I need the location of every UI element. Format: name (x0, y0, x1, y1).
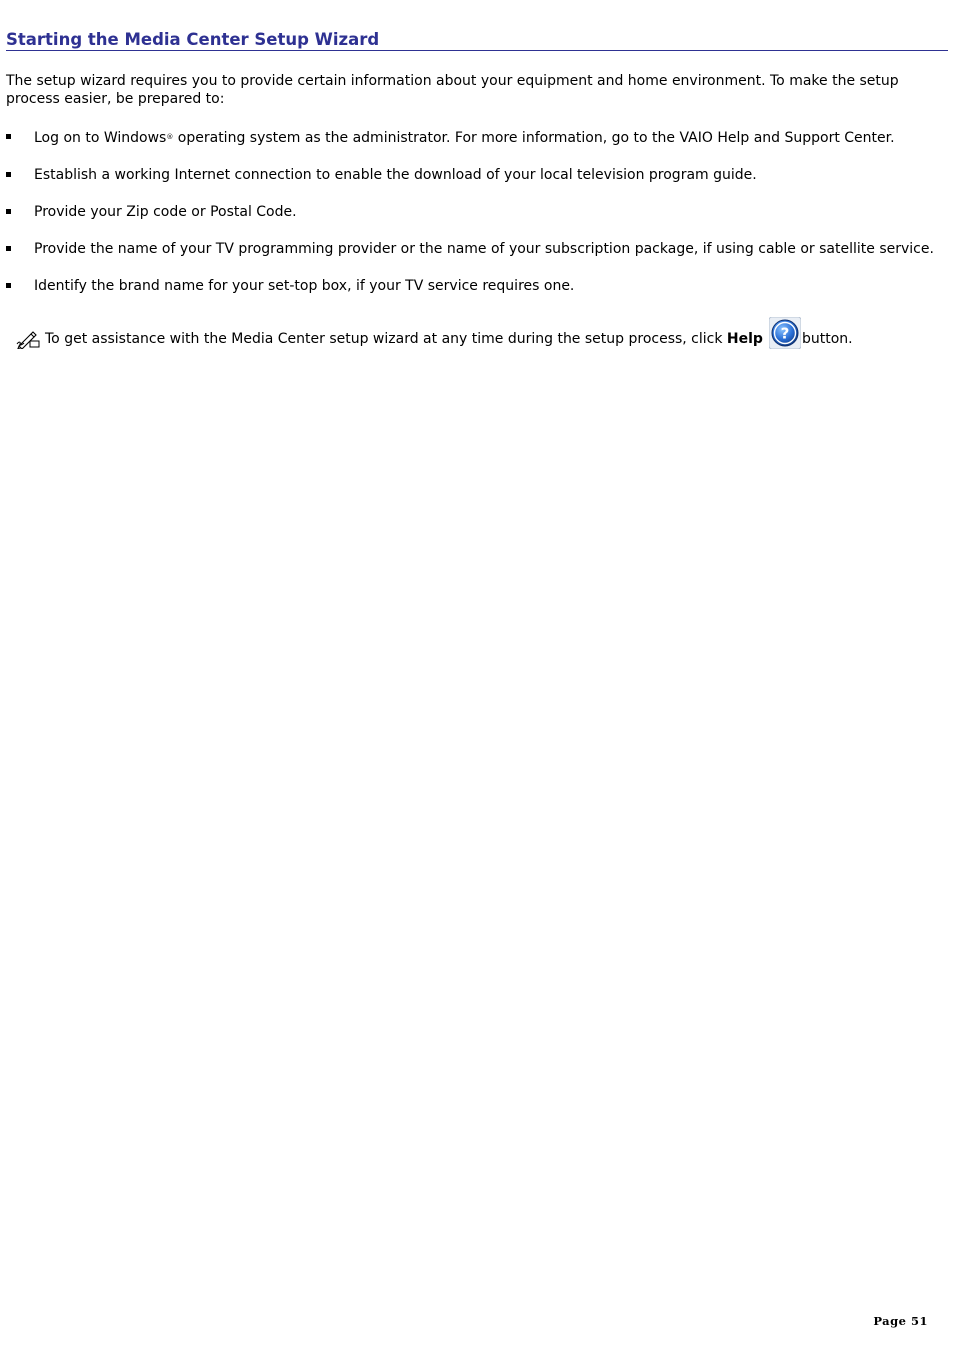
intro-paragraph: The setup wizard requires you to provide certain information about your equipment and home environment. To make the setup process easier, be prepared to: (6, 73, 899, 107)
list-item-text: Identify the brand name for your set-top box, if your TV service requires one. (34, 278, 575, 294)
list-item (6, 277, 948, 295)
square-bullet-icon (6, 246, 11, 251)
note-text-end: button. (801, 331, 853, 347)
list-item (6, 128, 948, 147)
preparation-list (6, 128, 948, 295)
list-item (6, 240, 948, 258)
square-bullet-icon (6, 172, 11, 177)
list-item-text-end: operating system as the administrator. For more information, go to the VAIO Help and Support Center. (173, 130, 895, 146)
list-item (6, 203, 948, 221)
list-item (6, 166, 948, 184)
note-pen-icon (16, 329, 42, 349)
page-number: Page 51 (873, 1314, 928, 1328)
svg-text:?: ? (780, 324, 790, 343)
note-paragraph (6, 317, 948, 349)
list-item-text: Provide your Zip code or Postal Code. (34, 204, 297, 220)
square-bullet-icon (6, 283, 11, 288)
list-item-text: Provide the name of your TV programming provider or the name of your subscription package, if using cable or satellite service. (34, 241, 934, 257)
list-item-text: Establish a working Internet connection to enable the download of your local television program guide. (34, 167, 757, 183)
document-page (6, 0, 948, 349)
note-text: To get assistance with the Media Center setup wizard at any time during the setup process, click (45, 331, 727, 347)
help-question-icon (769, 317, 801, 349)
square-bullet-icon (6, 209, 11, 214)
page-title: Starting the Media Center Setup Wizard (6, 0, 948, 51)
registered-mark: ® (166, 133, 174, 141)
square-bullet-icon (6, 134, 11, 139)
help-label: Help (726, 331, 763, 347)
list-item-text-start: Log on to Windows (34, 130, 167, 146)
